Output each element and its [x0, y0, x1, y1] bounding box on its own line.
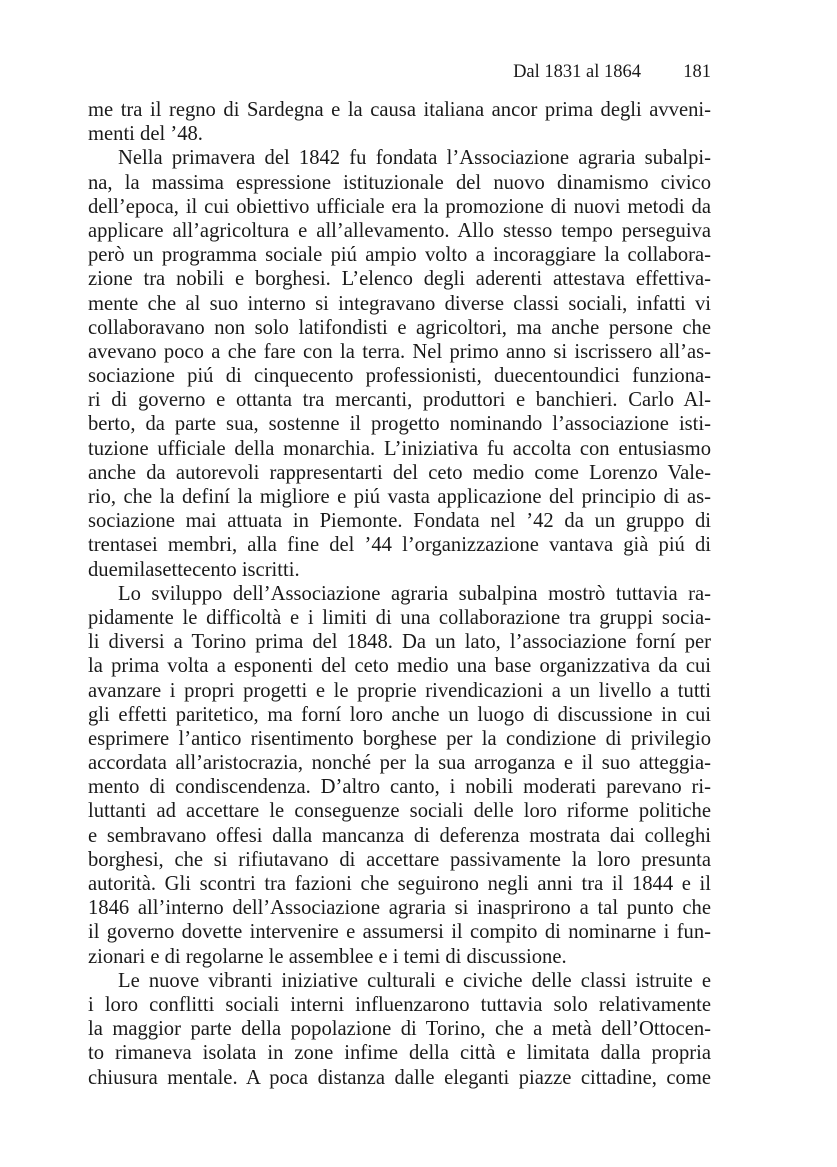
text-line: gli effetti paritetico, ma forní loro anche un luogo di discussione in cui — [88, 703, 711, 726]
text-line: anche da autorevoli rappresentarti del ceto medio come Lorenzo Vale- — [88, 461, 711, 484]
text-line: zione tra nobili e borghesi. L’elenco degli aderenti attestava effettiva- — [88, 268, 711, 291]
text-line: avanzare i propri progetti e le proprie rivendicazioni a un livello a tutti — [88, 679, 711, 702]
text-line: mento di condiscendenza. D’altro canto, i nobili moderati parevano ri- — [88, 776, 711, 799]
text-line: Lo sviluppo dell’Associazione agraria subalpina mostrò tuttavia ra- — [118, 582, 711, 605]
text-line: 1846 all’interno dell’Associazione agraria si inasprirono a tal punto che — [88, 897, 711, 920]
text-line: applicare all’agricoltura e all’allevamento. Allo stesso tempo perseguiva — [88, 219, 711, 242]
text-line: il governo dovette intervenire e assumersi il compito di nominarne i fun- — [88, 921, 711, 944]
text-line: però un programma sociale piú ampio volto a incoraggiare la collabora- — [88, 244, 711, 267]
text-line: dell’epoca, il cui obiettivo ufficiale era la promozione di nuovi metodi da — [88, 195, 711, 218]
text-line: ri di governo e ottanta tra mercanti, produttori e banchieri. Carlo Al- — [88, 389, 711, 412]
text-line: trentasei membri, alla fine del ’44 l’organizzazione vantava già piú di — [88, 534, 711, 557]
text-line: duemilasettecento iscritti. — [88, 558, 300, 581]
text-line: sociazione mai attuata in Piemonte. Fondata nel ’42 da un gruppo di — [88, 510, 711, 533]
page-number: 181 — [683, 62, 711, 82]
text-line: sociazione piú di cinquecento professionisti, duecentoundici funziona- — [88, 365, 711, 388]
text-line: menti del ’48. — [88, 123, 203, 146]
text-line: luttanti ad accettare le conseguenze sociali delle loro riforme politiche — [88, 800, 711, 823]
text-line: pidamente le difficoltà e i limiti di una collaborazione tra gruppi socia- — [88, 606, 711, 629]
text-line: me tra il regno di Sardegna e la causa italiana ancor prima degli avveni- — [88, 99, 711, 121]
text-line: to rimaneva isolata in zone infime della città e limitata dalla propria — [88, 1042, 711, 1065]
body-text — [88, 98, 711, 1090]
text-line: collaboravano non solo latifondisti e agricoltori, ma anche persone che — [88, 316, 711, 339]
text-line: borghesi, che si rifiutavano di accettare passivamente la loro presunta — [88, 848, 711, 871]
text-line: na, la massima espressione istituzionale del nuovo dinamismo civico — [88, 171, 711, 194]
text-line: esprimere l’antico risentimento borghese per la condizione di privilegio — [88, 727, 711, 750]
text-line: accordata all’aristocrazia, nonché per la sua arroganza e il suo atteggia- — [88, 752, 711, 775]
text-line: Le nuove vibranti iniziative culturali e civiche delle classi istruite e — [118, 969, 711, 992]
text-line: tuzione ufficiale della monarchia. L’iniziativa fu accolta con entusiasmo — [88, 437, 711, 460]
text-line: avevano poco a che fare con la terra. Nel primo anno si iscrissero all’as- — [88, 340, 711, 363]
text-line: la prima volta a esponenti del ceto medio una base organizzativa da cui — [88, 655, 711, 678]
text-line: i loro conflitti sociali interni influenzarono tuttavia solo relativamente — [88, 993, 711, 1016]
text-line: chiusura mentale. A poca distanza dalle eleganti piazze cittadine, come — [88, 1066, 711, 1089]
text-line: rio, che la definí la migliore e piú vasta applicazione del principio di as- — [88, 486, 711, 508]
running-head-title: Dal 1831 al 1864 — [513, 62, 641, 82]
text-line: Nella primavera del 1842 fu fondata l’Associazione agraria subalpi- — [118, 147, 711, 170]
text-line: mente che al suo interno si integravano diverse classi sociali, infatti vi — [88, 292, 711, 315]
text-line: la maggior parte della popolazione di Torino, che a metà dell’Ottocen- — [88, 1018, 711, 1041]
text-line: e sembravano offesi dalla mancanza di deferenza mostrata dai colleghi — [88, 824, 711, 847]
text-line: zionari e di regolarne le assemblee e i temi di discussione. — [88, 945, 567, 968]
text-line: berto, da parte sua, sostenne il progetto nominando l’associazione isti- — [88, 413, 711, 436]
running-header — [88, 62, 711, 86]
text-line: li diversi a Torino prima del 1848. Da un lato, l’associazione forní per — [88, 631, 711, 654]
text-line: autorità. Gli scontri tra fazioni che seguirono negli anni tra il 1844 e il — [88, 873, 711, 895]
